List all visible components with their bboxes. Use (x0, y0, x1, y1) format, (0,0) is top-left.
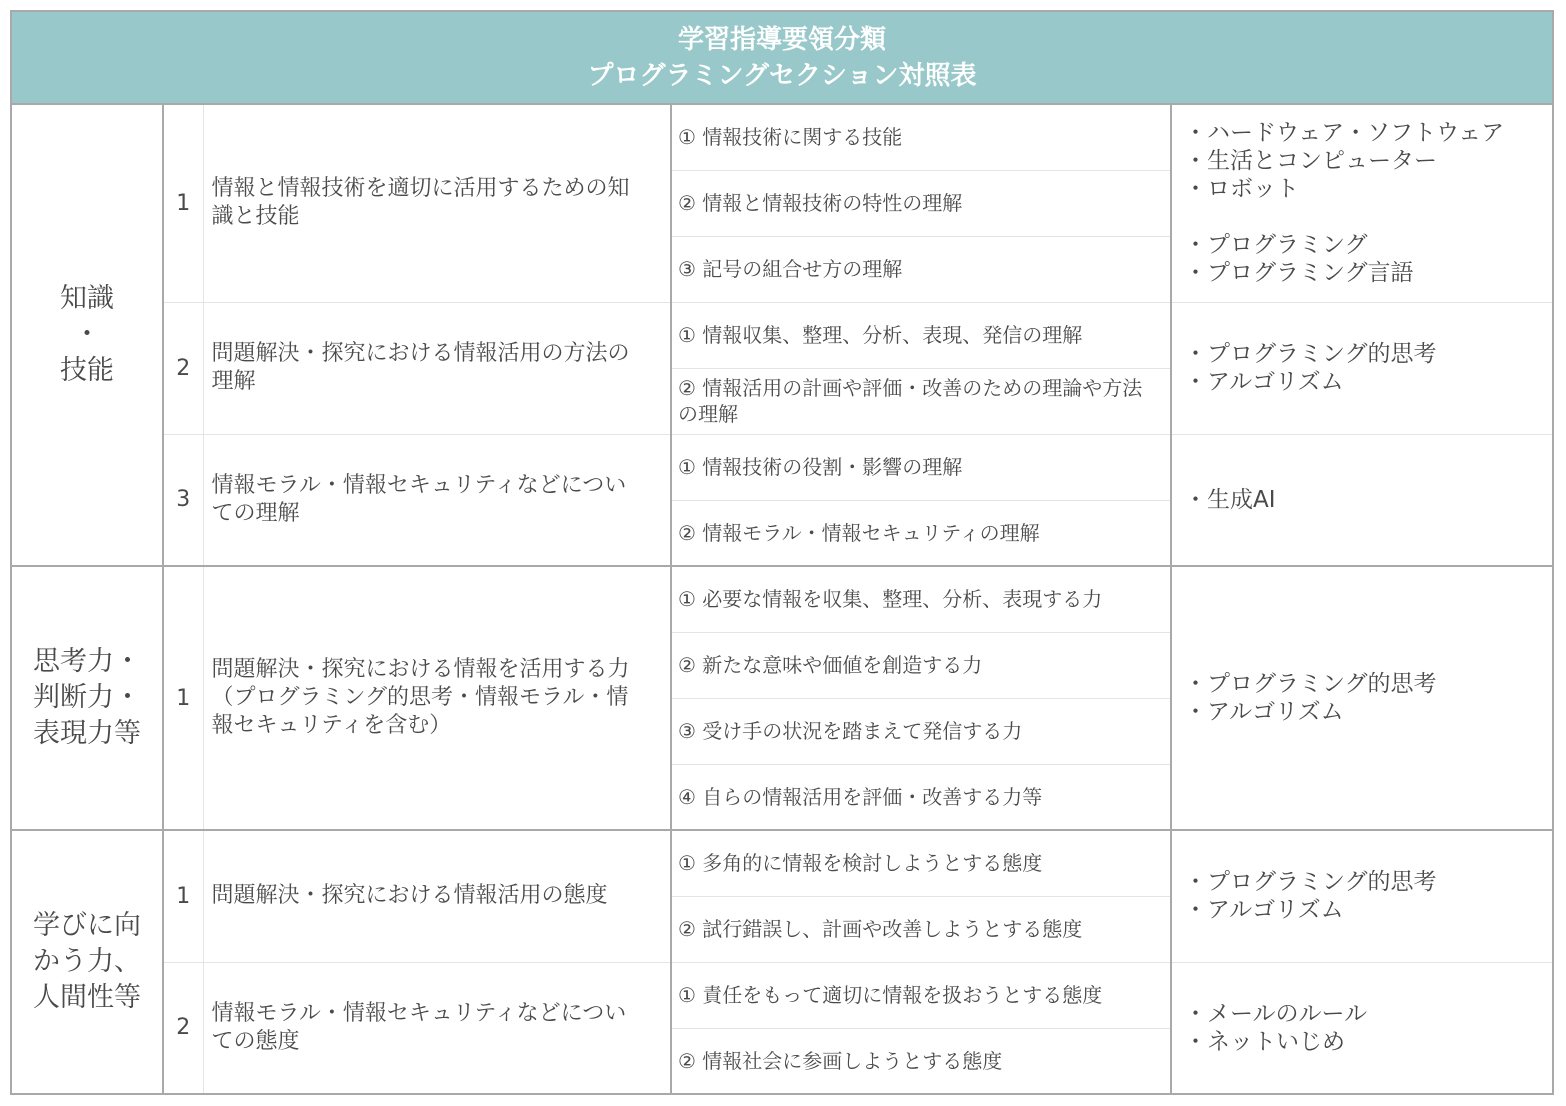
table-row (11, 566, 1553, 632)
sub-item: ③ 受け手の状況を踏まえて発信する力 (671, 698, 1171, 764)
item-number: 1 (163, 830, 203, 962)
section-item: ・生成AI (1184, 486, 1276, 513)
table-title-line1: 学習指導要領分類 (678, 24, 887, 55)
item-number: 2 (163, 302, 203, 434)
sub-item: ② 情報と情報技術の特性の理解 (671, 170, 1171, 236)
item-number: 2 (163, 962, 203, 1094)
sub-item: ③ 記号の組合せ方の理解 (671, 236, 1171, 302)
table-row (11, 434, 1553, 500)
sub-item: ② 情報活用の計画や評価・改善のための理論や方法の理解 (671, 368, 1171, 434)
sub-item: ④ 自らの情報活用を評価・改善する力等 (671, 764, 1171, 830)
section-item: ・プログラミング的思考 (1184, 869, 1437, 896)
sub-item: ② 新たな意味や価値を創造する力 (671, 632, 1171, 698)
section-cell (1171, 830, 1553, 962)
comparison-table (10, 10, 1554, 1095)
goal-cell: 情報モラル・情報セキュリティなどについての態度 (203, 962, 671, 1094)
section-item: ・プログラミング的思考 (1184, 341, 1437, 367)
section-item: ・プログラミング的思考 (1184, 671, 1437, 697)
table-title-line2: プログラミングセクション対照表 (587, 60, 977, 91)
goal-cell: 情報モラル・情報セキュリティなどについての理解 (203, 434, 671, 566)
section-item: ・プログラミング言語 (1184, 260, 1414, 287)
section-cell (1171, 104, 1553, 302)
sub-item: ② 情報社会に参画しようとする態度 (671, 1028, 1171, 1094)
section-cell (1171, 434, 1553, 566)
table-row (11, 104, 1553, 170)
category-cell: 思考力・ 判断力・ 表現力等 (11, 566, 163, 830)
goal-cell: 問題解決・探究における情報活用の態度 (203, 830, 671, 962)
sub-item: ① 必要な情報を収集、整理、分析、表現する力 (671, 566, 1171, 632)
sub-item: ② 試行錯誤し、計画や改善しようとする態度 (671, 896, 1171, 962)
item-number: 1 (163, 104, 203, 302)
goal-cell: 問題解決・探究における情報活用の方法の理解 (203, 302, 671, 434)
section-item: ・プログラミング (1184, 232, 1368, 259)
section-item: ・ハードウェア・ソフトウェア (1184, 120, 1505, 147)
item-number: 3 (163, 434, 203, 566)
section-item: ・アルゴリズム (1184, 369, 1344, 395)
category-cell: 知識 ・ 技能 (11, 104, 163, 566)
sub-item: ① 多角的に情報を検討しようとする態度 (671, 830, 1171, 896)
sub-item: ② 情報モラル・情報セキュリティの理解 (671, 500, 1171, 566)
table-row (11, 830, 1553, 896)
goal-cell: 問題解決・探究における情報を活用する力（プログラミング的思考・情報モラル・情報セキュリティを含む） (203, 566, 671, 830)
section-item: ・ロボット (1184, 176, 1299, 203)
comparison-table-frame (10, 10, 1552, 1094)
section-item: ・メールのルール (1184, 1000, 1368, 1027)
section-item: ・アルゴリズム (1184, 897, 1344, 924)
section-item: ・アルゴリズム (1184, 699, 1344, 725)
sub-item: ① 情報収集、整理、分析、表現、発信の理解 (671, 302, 1171, 368)
goal-cell: 情報と情報技術を適切に活用するための知識と技能 (203, 104, 671, 302)
table-row (11, 962, 1553, 1028)
sub-item: ① 責任をもって適切に情報を扱おうとする態度 (671, 962, 1171, 1028)
item-number: 1 (163, 566, 203, 830)
table-row (11, 302, 1553, 368)
sub-item: ① 情報技術に関する技能 (671, 104, 1171, 170)
section-item: ・ネットいじめ (1184, 1028, 1345, 1055)
section-cell (1171, 302, 1553, 434)
category-cell: 学びに向 かう力、 人間性等 (11, 830, 163, 1094)
table-title (11, 11, 1553, 104)
section-cell (1171, 566, 1553, 830)
sub-item: ① 情報技術の役割・影響の理解 (671, 434, 1171, 500)
section-cell (1171, 962, 1553, 1094)
section-item: ・生活とコンピューター (1184, 148, 1437, 175)
section-spacer (1184, 203, 1542, 231)
